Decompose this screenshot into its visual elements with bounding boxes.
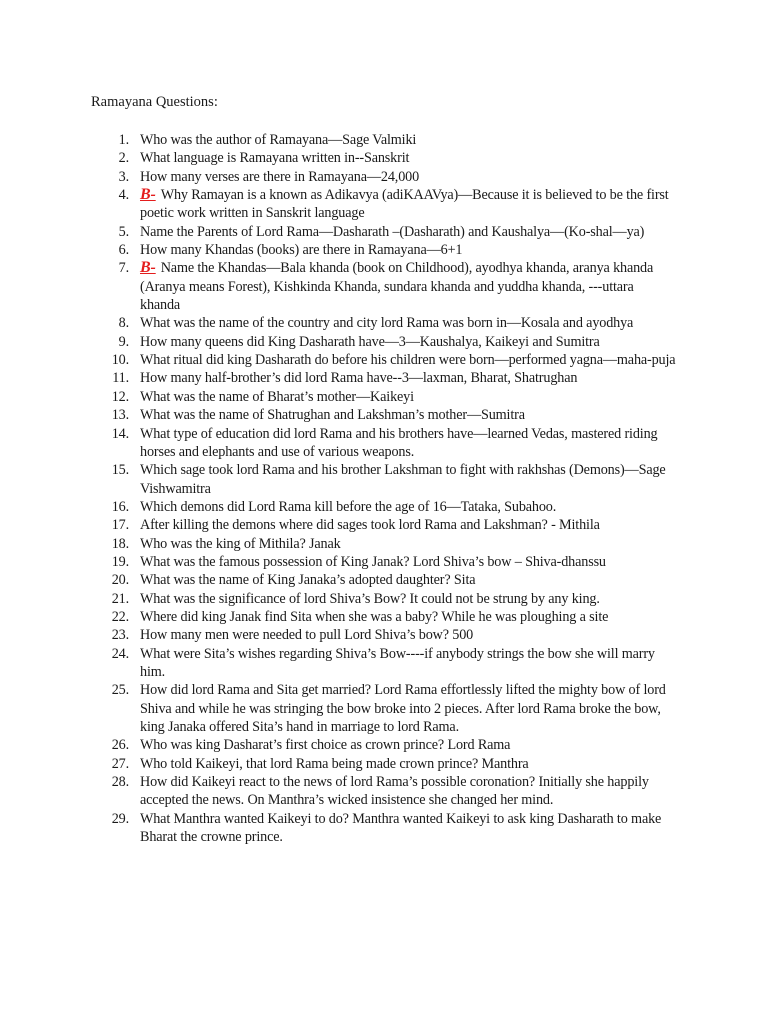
list-item: [0, 516, 676, 534]
item-number: 19.: [111, 553, 129, 570]
list-item: [0, 259, 676, 314]
item-text: What were Sita’s wishes regarding Shiva’s Bow----if anybody strings the bow she will marry him.: [140, 645, 655, 680]
document-title: Ramayana Questions:: [91, 94, 218, 110]
list-item: [0, 755, 676, 773]
item-number: 7.: [118, 260, 129, 277]
item-text: How many Khandas (books) are there in Ramayana—6+1: [140, 242, 463, 259]
item-number: 9.: [118, 333, 129, 350]
list-item: [0, 333, 676, 351]
item-number: 4.: [118, 187, 129, 204]
list-item: [0, 810, 676, 847]
item-number: 25.: [111, 682, 129, 699]
list-item: [0, 461, 676, 498]
item-number: 2.: [118, 150, 129, 167]
item-text: Who was the author of Ramayana—Sage Valmiki: [140, 132, 417, 148]
item-number: 16.: [111, 498, 129, 515]
item-number: 17.: [111, 517, 129, 534]
item-text: What was the famous possession of King Janak? Lord Shiva’s bow – Shiva-dhanssu: [140, 553, 606, 570]
item-text: How many verses are there in Ramayana—24,000: [140, 168, 420, 185]
item-number: 14.: [111, 425, 129, 442]
b-marker: B-: [140, 259, 156, 277]
item-number: 13.: [111, 407, 129, 424]
item-number: 12.: [111, 388, 129, 405]
list-item: [0, 736, 676, 754]
list-item: [0, 186, 676, 223]
list-item: [0, 773, 676, 810]
item-number: 11.: [112, 370, 129, 387]
item-text: Name the Khandas—Bala khanda (book on Childhood), ayodhya khanda, aranya khanda (Aranya means Forest), Kishkinda Khanda, sundara khanda and yuddha khanda, ---uttara khanda: [140, 260, 654, 314]
list-item: [0, 406, 676, 424]
list-item: [0, 498, 676, 516]
item-number: 26.: [111, 737, 129, 754]
item-number: 10.: [111, 352, 129, 369]
item-number: 28.: [111, 774, 129, 791]
item-text: Which demons did Lord Rama kill before the age of 16—Tataka, Subahoo.: [140, 498, 557, 515]
item-text: How did lord Rama and Sita get married? Lord Rama effortlessly lifted the mighty bow of lord Shiva and while he was stringing the bow broke into 2 pieces. After lord Rama broke the bow, king Janaka offered Sita’s hand in marriage to lord Rama.: [140, 682, 666, 735]
item-number: 24.: [111, 645, 129, 662]
item-text: What type of education did lord Rama and his brothers have—learned Vedas, mastered riding horses and elephants and use of various weapons.: [140, 425, 658, 460]
list-item: [0, 535, 676, 553]
list-item: [0, 314, 676, 332]
item-text: After killing the demons where did sages took lord Rama and Lakshman? - Mithila: [140, 517, 600, 534]
list-item: [0, 388, 676, 406]
item-text: Who was king Dasharat’s first choice as crown prince? Lord Rama: [140, 737, 511, 754]
list-item: [0, 626, 676, 644]
list-item: [0, 571, 676, 589]
item-number: 5.: [118, 223, 129, 240]
list-item: [0, 553, 676, 571]
item-text: Which sage took lord Rama and his brother Lakshman to fight with rakhshas (Demons)—Sage Vishwamitra: [140, 462, 666, 497]
item-text: Who was the king of Mithila? Janak: [140, 535, 341, 552]
item-number: 22.: [111, 608, 129, 625]
list-item: [0, 168, 676, 186]
item-text: What was the name of the country and city lord Rama was born in—Kosala and ayodhya: [140, 315, 634, 332]
list-item: [0, 131, 676, 149]
b-marker: B-: [140, 186, 156, 204]
item-text: What Manthra wanted Kaikeyi to do? Manthra wanted Kaikeyi to ask king Dasharath to make Bharat the crowne prince.: [140, 810, 662, 846]
list-item: [0, 608, 676, 626]
item-text: How many men were needed to pull Lord Shiva’s bow? 500: [140, 627, 474, 644]
item-text: How many half-brother’s did lord Rama have--3—laxman, Bharat, Shatrughan: [140, 370, 578, 387]
item-text: Who told Kaikeyi, that lord Rama being made crown prince? Manthra: [140, 755, 529, 772]
item-text: What was the name of Shatrughan and Lakshman’s mother—Sumitra: [140, 407, 525, 424]
item-number: 23.: [111, 627, 129, 644]
list-item: [0, 645, 676, 682]
list-item: [0, 681, 676, 736]
item-text: What language is Ramayana written in--Sanskrit: [140, 150, 410, 167]
item-number: 20.: [111, 572, 129, 589]
item-number: 8.: [118, 315, 129, 332]
list-item: [0, 241, 676, 259]
question-list: [0, 131, 768, 846]
item-number: 29.: [111, 810, 129, 827]
item-number: 1.: [118, 132, 129, 148]
item-number: 27.: [111, 755, 129, 772]
item-number: 18.: [111, 535, 129, 552]
item-text: Why Ramayan is a known as Adikavya (adiKAAVya)—Because it is believed to be the first poetic work written in Sanskrit language: [140, 187, 669, 222]
item-text: How many queens did King Dasharath have—3—Kaushalya, Kaikeyi and Sumitra: [140, 333, 600, 350]
item-text: What was the name of Bharat’s mother—Kaikeyi: [140, 388, 414, 405]
item-text: Where did king Janak find Sita when she was a baby? While he was ploughing a site: [140, 608, 609, 625]
list-item: [0, 369, 676, 387]
item-text: What was the significance of lord Shiva’s Bow? It could not be strung by any king.: [140, 590, 600, 607]
list-item: [0, 425, 676, 462]
item-number: 15.: [111, 462, 129, 479]
item-number: 6.: [118, 242, 129, 259]
item-text: What was the name of King Janaka’s adopted daughter? Sita: [140, 572, 476, 589]
item-number: 3.: [118, 168, 129, 185]
item-number: 21.: [111, 590, 129, 607]
item-text: What ritual did king Dasharath do before his children were born—performed yagna—maha-puja: [140, 352, 676, 369]
item-text: Name the Parents of Lord Rama—Dasharath –(Dasharath) and Kaushalya—(Ko-shal—ya): [140, 223, 645, 240]
list-item: [0, 351, 676, 369]
item-text: How did Kaikeyi react to the news of lord Rama’s possible coronation? Initially she happily accepted the news. On Manthra’s wicked insistence she changed her mind.: [140, 774, 649, 809]
list-item: [0, 223, 676, 241]
list-item: [0, 590, 676, 608]
list-item: [0, 149, 676, 167]
